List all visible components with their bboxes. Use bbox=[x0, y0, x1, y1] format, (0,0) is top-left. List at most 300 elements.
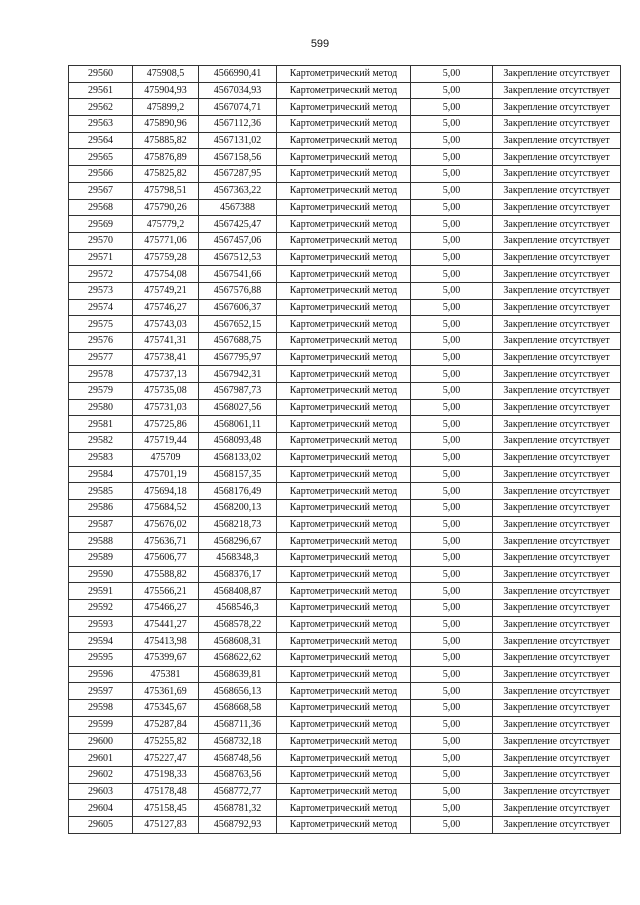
table-row bbox=[69, 299, 621, 316]
table-row bbox=[69, 733, 621, 750]
table-row bbox=[69, 149, 621, 166]
method-cell: Картометрический метод bbox=[277, 666, 411, 683]
fixing-description-cell: Закрепление отсутствует bbox=[493, 182, 621, 199]
accuracy-cell: 5,00 bbox=[411, 616, 493, 633]
accuracy-cell: 5,00 bbox=[411, 349, 493, 366]
x-coordinate-cell: 475381 bbox=[133, 666, 199, 683]
point-number-cell: 29561 bbox=[69, 82, 133, 99]
fixing-description-cell: Закрепление отсутствует bbox=[493, 282, 621, 299]
y-coordinate-cell: 4567158,56 bbox=[199, 149, 277, 166]
fixing-description-cell: Закрепление отсутствует bbox=[493, 366, 621, 383]
x-coordinate-cell: 475676,02 bbox=[133, 516, 199, 533]
y-coordinate-cell: 4568656,13 bbox=[199, 683, 277, 700]
accuracy-cell: 5,00 bbox=[411, 666, 493, 683]
x-coordinate-cell: 475725,86 bbox=[133, 416, 199, 433]
accuracy-cell: 5,00 bbox=[411, 733, 493, 750]
method-cell: Картометрический метод bbox=[277, 499, 411, 516]
page-number: 599 bbox=[310, 38, 330, 50]
table-row bbox=[69, 416, 621, 433]
x-coordinate-cell: 475158,45 bbox=[133, 800, 199, 817]
y-coordinate-cell: 4567074,71 bbox=[199, 99, 277, 116]
fixing-description-cell: Закрепление отсутствует bbox=[493, 533, 621, 550]
x-coordinate-cell: 475771,06 bbox=[133, 232, 199, 249]
y-coordinate-cell: 4567034,93 bbox=[199, 82, 277, 99]
table-row bbox=[69, 533, 621, 550]
y-coordinate-cell: 4567987,73 bbox=[199, 383, 277, 400]
table-row bbox=[69, 82, 621, 99]
accuracy-cell: 5,00 bbox=[411, 816, 493, 833]
fixing-description-cell: Закрепление отсутствует bbox=[493, 116, 621, 133]
table-row bbox=[69, 349, 621, 366]
x-coordinate-cell: 475754,08 bbox=[133, 266, 199, 283]
accuracy-cell: 5,00 bbox=[411, 499, 493, 516]
accuracy-cell: 5,00 bbox=[411, 82, 493, 99]
point-number-cell: 29563 bbox=[69, 116, 133, 133]
x-coordinate-cell: 475287,84 bbox=[133, 716, 199, 733]
accuracy-cell: 5,00 bbox=[411, 800, 493, 817]
table-row bbox=[69, 499, 621, 516]
y-coordinate-cell: 4568027,56 bbox=[199, 399, 277, 416]
fixing-description-cell: Закрепление отсутствует bbox=[493, 399, 621, 416]
method-cell: Картометрический метод bbox=[277, 199, 411, 216]
accuracy-cell: 5,00 bbox=[411, 600, 493, 617]
point-number-cell: 29581 bbox=[69, 416, 133, 433]
fixing-description-cell: Закрепление отсутствует bbox=[493, 566, 621, 583]
accuracy-cell: 5,00 bbox=[411, 766, 493, 783]
x-coordinate-cell: 475441,27 bbox=[133, 616, 199, 633]
point-number-cell: 29589 bbox=[69, 549, 133, 566]
y-coordinate-cell: 4567652,15 bbox=[199, 316, 277, 333]
table-row bbox=[69, 816, 621, 833]
fixing-description-cell: Закрепление отсутствует bbox=[493, 166, 621, 183]
fixing-description-cell: Закрепление отсутствует bbox=[493, 700, 621, 717]
fixing-description-cell: Закрепление отсутствует bbox=[493, 383, 621, 400]
x-coordinate-cell: 475606,77 bbox=[133, 549, 199, 566]
accuracy-cell: 5,00 bbox=[411, 232, 493, 249]
method-cell: Картометрический метод bbox=[277, 683, 411, 700]
point-number-cell: 29578 bbox=[69, 366, 133, 383]
table-row bbox=[69, 316, 621, 333]
x-coordinate-cell: 475198,33 bbox=[133, 766, 199, 783]
x-coordinate-cell: 475588,82 bbox=[133, 566, 199, 583]
x-coordinate-cell: 475904,93 bbox=[133, 82, 199, 99]
fixing-description-cell: Закрепление отсутствует bbox=[493, 800, 621, 817]
accuracy-cell: 5,00 bbox=[411, 750, 493, 767]
method-cell: Картометрический метод bbox=[277, 750, 411, 767]
table-row bbox=[69, 383, 621, 400]
point-number-cell: 29597 bbox=[69, 683, 133, 700]
method-cell: Картометрический метод bbox=[277, 216, 411, 233]
point-number-cell: 29577 bbox=[69, 349, 133, 366]
method-cell: Картометрический метод bbox=[277, 266, 411, 283]
accuracy-cell: 5,00 bbox=[411, 783, 493, 800]
y-coordinate-cell: 4567363,22 bbox=[199, 182, 277, 199]
method-cell: Картометрический метод bbox=[277, 766, 411, 783]
method-cell: Картометрический метод bbox=[277, 549, 411, 566]
point-number-cell: 29605 bbox=[69, 816, 133, 833]
x-coordinate-cell: 475737,13 bbox=[133, 366, 199, 383]
accuracy-cell: 5,00 bbox=[411, 449, 493, 466]
accuracy-cell: 5,00 bbox=[411, 416, 493, 433]
fixing-description-cell: Закрепление отсутствует bbox=[493, 266, 621, 283]
point-number-cell: 29583 bbox=[69, 449, 133, 466]
method-cell: Картометрический метод bbox=[277, 600, 411, 617]
y-coordinate-cell: 4567112,36 bbox=[199, 116, 277, 133]
accuracy-cell: 5,00 bbox=[411, 566, 493, 583]
y-coordinate-cell: 4567131,02 bbox=[199, 132, 277, 149]
y-coordinate-cell: 4568546,3 bbox=[199, 600, 277, 617]
table-row bbox=[69, 583, 621, 600]
point-number-cell: 29580 bbox=[69, 399, 133, 416]
x-coordinate-cell: 475749,21 bbox=[133, 282, 199, 299]
method-cell: Картометрический метод bbox=[277, 466, 411, 483]
method-cell: Картометрический метод bbox=[277, 282, 411, 299]
x-coordinate-cell: 475731,03 bbox=[133, 399, 199, 416]
point-number-cell: 29592 bbox=[69, 600, 133, 617]
fixing-description-cell: Закрепление отсутствует bbox=[493, 766, 621, 783]
accuracy-cell: 5,00 bbox=[411, 149, 493, 166]
point-number-cell: 29594 bbox=[69, 633, 133, 650]
y-coordinate-cell: 4568668,58 bbox=[199, 700, 277, 717]
x-coordinate-cell: 475735,08 bbox=[133, 383, 199, 400]
accuracy-cell: 5,00 bbox=[411, 466, 493, 483]
method-cell: Картометрический метод bbox=[277, 716, 411, 733]
accuracy-cell: 5,00 bbox=[411, 700, 493, 717]
point-number-cell: 29560 bbox=[69, 66, 133, 83]
table-row bbox=[69, 549, 621, 566]
point-number-cell: 29585 bbox=[69, 483, 133, 500]
table-row bbox=[69, 750, 621, 767]
y-coordinate-cell: 4568781,32 bbox=[199, 800, 277, 817]
method-cell: Картометрический метод bbox=[277, 366, 411, 383]
method-cell: Картометрический метод bbox=[277, 316, 411, 333]
method-cell: Картометрический метод bbox=[277, 99, 411, 116]
y-coordinate-cell: 4568093,48 bbox=[199, 433, 277, 450]
accuracy-cell: 5,00 bbox=[411, 166, 493, 183]
point-number-cell: 29564 bbox=[69, 132, 133, 149]
table-row bbox=[69, 333, 621, 350]
table-row bbox=[69, 516, 621, 533]
point-number-cell: 29596 bbox=[69, 666, 133, 683]
accuracy-cell: 5,00 bbox=[411, 299, 493, 316]
method-cell: Картометрический метод bbox=[277, 82, 411, 99]
table-row bbox=[69, 683, 621, 700]
method-cell: Картометрический метод bbox=[277, 566, 411, 583]
accuracy-cell: 5,00 bbox=[411, 366, 493, 383]
table-row bbox=[69, 666, 621, 683]
point-number-cell: 29571 bbox=[69, 249, 133, 266]
method-cell: Картометрический метод bbox=[277, 616, 411, 633]
x-coordinate-cell: 475719,44 bbox=[133, 433, 199, 450]
fixing-description-cell: Закрепление отсутствует bbox=[493, 733, 621, 750]
y-coordinate-cell: 4567512,53 bbox=[199, 249, 277, 266]
y-coordinate-cell: 4568792,93 bbox=[199, 816, 277, 833]
point-number-cell: 29601 bbox=[69, 750, 133, 767]
point-number-cell: 29603 bbox=[69, 783, 133, 800]
fixing-description-cell: Закрепление отсутствует bbox=[493, 433, 621, 450]
x-coordinate-cell: 475779,2 bbox=[133, 216, 199, 233]
fixing-description-cell: Закрепление отсутствует bbox=[493, 66, 621, 83]
table-row bbox=[69, 449, 621, 466]
table-row bbox=[69, 216, 621, 233]
x-coordinate-cell: 475636,71 bbox=[133, 533, 199, 550]
table-row bbox=[69, 466, 621, 483]
accuracy-cell: 5,00 bbox=[411, 549, 493, 566]
table-row bbox=[69, 366, 621, 383]
point-number-cell: 29591 bbox=[69, 583, 133, 600]
method-cell: Картометрический метод bbox=[277, 483, 411, 500]
fixing-description-cell: Закрепление отсутствует bbox=[493, 666, 621, 683]
table-row bbox=[69, 282, 621, 299]
y-coordinate-cell: 4567688,75 bbox=[199, 333, 277, 350]
accuracy-cell: 5,00 bbox=[411, 716, 493, 733]
method-cell: Картометрический метод bbox=[277, 783, 411, 800]
x-coordinate-cell: 475178,48 bbox=[133, 783, 199, 800]
fixing-description-cell: Закрепление отсутствует bbox=[493, 132, 621, 149]
method-cell: Картометрический метод bbox=[277, 650, 411, 667]
point-number-cell: 29598 bbox=[69, 700, 133, 717]
method-cell: Картометрический метод bbox=[277, 66, 411, 83]
y-coordinate-cell: 4567457,06 bbox=[199, 232, 277, 249]
method-cell: Картометрический метод bbox=[277, 416, 411, 433]
method-cell: Картометрический метод bbox=[277, 433, 411, 450]
y-coordinate-cell: 4568296,67 bbox=[199, 533, 277, 550]
table-row bbox=[69, 800, 621, 817]
accuracy-cell: 5,00 bbox=[411, 633, 493, 650]
fixing-description-cell: Закрепление отсутствует bbox=[493, 449, 621, 466]
fixing-description-cell: Закрепление отсутствует bbox=[493, 633, 621, 650]
fixing-description-cell: Закрепление отсутствует bbox=[493, 232, 621, 249]
x-coordinate-cell: 475759,28 bbox=[133, 249, 199, 266]
table-row bbox=[69, 783, 621, 800]
accuracy-cell: 5,00 bbox=[411, 383, 493, 400]
x-coordinate-cell: 475709 bbox=[133, 449, 199, 466]
fixing-description-cell: Закрепление отсутствует bbox=[493, 316, 621, 333]
fixing-description-cell: Закрепление отсутствует bbox=[493, 349, 621, 366]
point-number-cell: 29568 bbox=[69, 199, 133, 216]
method-cell: Картометрический метод bbox=[277, 800, 411, 817]
method-cell: Картометрический метод bbox=[277, 249, 411, 266]
point-number-cell: 29604 bbox=[69, 800, 133, 817]
x-coordinate-cell: 475738,41 bbox=[133, 349, 199, 366]
table-row bbox=[69, 266, 621, 283]
fixing-description-cell: Закрепление отсутствует bbox=[493, 549, 621, 566]
accuracy-cell: 5,00 bbox=[411, 199, 493, 216]
point-number-cell: 29566 bbox=[69, 166, 133, 183]
table-row bbox=[69, 166, 621, 183]
point-number-cell: 29593 bbox=[69, 616, 133, 633]
y-coordinate-cell: 4567795,97 bbox=[199, 349, 277, 366]
x-coordinate-cell: 475466,27 bbox=[133, 600, 199, 617]
table-row bbox=[69, 616, 621, 633]
point-number-cell: 29567 bbox=[69, 182, 133, 199]
y-coordinate-cell: 4567425,47 bbox=[199, 216, 277, 233]
point-number-cell: 29588 bbox=[69, 533, 133, 550]
point-number-cell: 29586 bbox=[69, 499, 133, 516]
table-row bbox=[69, 99, 621, 116]
accuracy-cell: 5,00 bbox=[411, 483, 493, 500]
fixing-description-cell: Закрепление отсутствует bbox=[493, 333, 621, 350]
point-number-cell: 29579 bbox=[69, 383, 133, 400]
table-row bbox=[69, 566, 621, 583]
method-cell: Картометрический метод bbox=[277, 349, 411, 366]
fixing-description-cell: Закрепление отсутствует bbox=[493, 149, 621, 166]
accuracy-cell: 5,00 bbox=[411, 116, 493, 133]
point-number-cell: 29565 bbox=[69, 149, 133, 166]
y-coordinate-cell: 4568376,17 bbox=[199, 566, 277, 583]
point-number-cell: 29570 bbox=[69, 232, 133, 249]
accuracy-cell: 5,00 bbox=[411, 66, 493, 83]
y-coordinate-cell: 4568711,36 bbox=[199, 716, 277, 733]
point-number-cell: 29600 bbox=[69, 733, 133, 750]
point-number-cell: 29574 bbox=[69, 299, 133, 316]
fixing-description-cell: Закрепление отсутствует bbox=[493, 716, 621, 733]
x-coordinate-cell: 475825,82 bbox=[133, 166, 199, 183]
fixing-description-cell: Закрепление отсутствует bbox=[493, 750, 621, 767]
point-number-cell: 29584 bbox=[69, 466, 133, 483]
accuracy-cell: 5,00 bbox=[411, 683, 493, 700]
coordinates-table bbox=[68, 65, 621, 834]
method-cell: Картометрический метод bbox=[277, 333, 411, 350]
x-coordinate-cell: 475701,19 bbox=[133, 466, 199, 483]
point-number-cell: 29569 bbox=[69, 216, 133, 233]
y-coordinate-cell: 4568218,73 bbox=[199, 516, 277, 533]
table-row bbox=[69, 633, 621, 650]
x-coordinate-cell: 475694,18 bbox=[133, 483, 199, 500]
x-coordinate-cell: 475227,47 bbox=[133, 750, 199, 767]
x-coordinate-cell: 475255,82 bbox=[133, 733, 199, 750]
x-coordinate-cell: 475743,03 bbox=[133, 316, 199, 333]
method-cell: Картометрический метод bbox=[277, 132, 411, 149]
table-row bbox=[69, 232, 621, 249]
x-coordinate-cell: 475741,31 bbox=[133, 333, 199, 350]
fixing-description-cell: Закрепление отсутствует bbox=[493, 683, 621, 700]
x-coordinate-cell: 475885,82 bbox=[133, 132, 199, 149]
accuracy-cell: 5,00 bbox=[411, 516, 493, 533]
accuracy-cell: 5,00 bbox=[411, 333, 493, 350]
method-cell: Картометрический метод bbox=[277, 733, 411, 750]
y-coordinate-cell: 4568157,35 bbox=[199, 466, 277, 483]
x-coordinate-cell: 475890,96 bbox=[133, 116, 199, 133]
point-number-cell: 29576 bbox=[69, 333, 133, 350]
method-cell: Картометрический метод bbox=[277, 399, 411, 416]
table-row bbox=[69, 433, 621, 450]
x-coordinate-cell: 475127,83 bbox=[133, 816, 199, 833]
x-coordinate-cell: 475684,52 bbox=[133, 499, 199, 516]
method-cell: Картометрический метод bbox=[277, 116, 411, 133]
y-coordinate-cell: 4568133,02 bbox=[199, 449, 277, 466]
y-coordinate-cell: 4568176,49 bbox=[199, 483, 277, 500]
accuracy-cell: 5,00 bbox=[411, 132, 493, 149]
table-row bbox=[69, 716, 621, 733]
accuracy-cell: 5,00 bbox=[411, 583, 493, 600]
accuracy-cell: 5,00 bbox=[411, 650, 493, 667]
y-coordinate-cell: 4567388 bbox=[199, 199, 277, 216]
method-cell: Картометрический метод bbox=[277, 583, 411, 600]
fixing-description-cell: Закрепление отсутствует bbox=[493, 416, 621, 433]
table-row bbox=[69, 399, 621, 416]
fixing-description-cell: Закрепление отсутствует bbox=[493, 650, 621, 667]
method-cell: Картометрический метод bbox=[277, 449, 411, 466]
point-number-cell: 29590 bbox=[69, 566, 133, 583]
method-cell: Картометрический метод bbox=[277, 816, 411, 833]
fixing-description-cell: Закрепление отсутствует bbox=[493, 816, 621, 833]
y-coordinate-cell: 4567541,66 bbox=[199, 266, 277, 283]
x-coordinate-cell: 475876,89 bbox=[133, 149, 199, 166]
fixing-description-cell: Закрепление отсутствует bbox=[493, 216, 621, 233]
method-cell: Картометрический метод bbox=[277, 182, 411, 199]
fixing-description-cell: Закрепление отсутствует bbox=[493, 199, 621, 216]
x-coordinate-cell: 475798,51 bbox=[133, 182, 199, 199]
y-coordinate-cell: 4566990,41 bbox=[199, 66, 277, 83]
x-coordinate-cell: 475413,98 bbox=[133, 633, 199, 650]
point-number-cell: 29575 bbox=[69, 316, 133, 333]
method-cell: Картометрический метод bbox=[277, 383, 411, 400]
y-coordinate-cell: 4568763,56 bbox=[199, 766, 277, 783]
table-row bbox=[69, 199, 621, 216]
y-coordinate-cell: 4567942,31 bbox=[199, 366, 277, 383]
fixing-description-cell: Закрепление отсутствует bbox=[493, 600, 621, 617]
method-cell: Картометрический метод bbox=[277, 633, 411, 650]
fixing-description-cell: Закрепление отсутствует bbox=[493, 616, 621, 633]
table-row bbox=[69, 116, 621, 133]
method-cell: Картометрический метод bbox=[277, 700, 411, 717]
method-cell: Картометрический метод bbox=[277, 533, 411, 550]
method-cell: Картометрический метод bbox=[277, 166, 411, 183]
y-coordinate-cell: 4568408,87 bbox=[199, 583, 277, 600]
y-coordinate-cell: 4568608,31 bbox=[199, 633, 277, 650]
y-coordinate-cell: 4568578,22 bbox=[199, 616, 277, 633]
y-coordinate-cell: 4568348,3 bbox=[199, 549, 277, 566]
accuracy-cell: 5,00 bbox=[411, 249, 493, 266]
method-cell: Картометрический метод bbox=[277, 516, 411, 533]
x-coordinate-cell: 475566,21 bbox=[133, 583, 199, 600]
fixing-description-cell: Закрепление отсутствует bbox=[493, 583, 621, 600]
fixing-description-cell: Закрепление отсутствует bbox=[493, 499, 621, 516]
accuracy-cell: 5,00 bbox=[411, 399, 493, 416]
table-row bbox=[69, 700, 621, 717]
accuracy-cell: 5,00 bbox=[411, 533, 493, 550]
x-coordinate-cell: 475746,27 bbox=[133, 299, 199, 316]
y-coordinate-cell: 4568622,62 bbox=[199, 650, 277, 667]
x-coordinate-cell: 475345,67 bbox=[133, 700, 199, 717]
accuracy-cell: 5,00 bbox=[411, 99, 493, 116]
y-coordinate-cell: 4568732,18 bbox=[199, 733, 277, 750]
method-cell: Картометрический метод bbox=[277, 299, 411, 316]
x-coordinate-cell: 475399,67 bbox=[133, 650, 199, 667]
point-number-cell: 29572 bbox=[69, 266, 133, 283]
x-coordinate-cell: 475361,69 bbox=[133, 683, 199, 700]
table-row bbox=[69, 182, 621, 199]
method-cell: Картометрический метод bbox=[277, 149, 411, 166]
table-row bbox=[69, 66, 621, 83]
x-coordinate-cell: 475899,2 bbox=[133, 99, 199, 116]
table-row bbox=[69, 483, 621, 500]
fixing-description-cell: Закрепление отсутствует bbox=[493, 299, 621, 316]
point-number-cell: 29562 bbox=[69, 99, 133, 116]
fixing-description-cell: Закрепление отсутствует bbox=[493, 466, 621, 483]
accuracy-cell: 5,00 bbox=[411, 433, 493, 450]
point-number-cell: 29587 bbox=[69, 516, 133, 533]
x-coordinate-cell: 475790,26 bbox=[133, 199, 199, 216]
x-coordinate-cell: 475908,5 bbox=[133, 66, 199, 83]
y-coordinate-cell: 4567606,37 bbox=[199, 299, 277, 316]
point-number-cell: 29573 bbox=[69, 282, 133, 299]
table-row bbox=[69, 132, 621, 149]
table-row bbox=[69, 650, 621, 667]
y-coordinate-cell: 4568639,81 bbox=[199, 666, 277, 683]
y-coordinate-cell: 4568748,56 bbox=[199, 750, 277, 767]
